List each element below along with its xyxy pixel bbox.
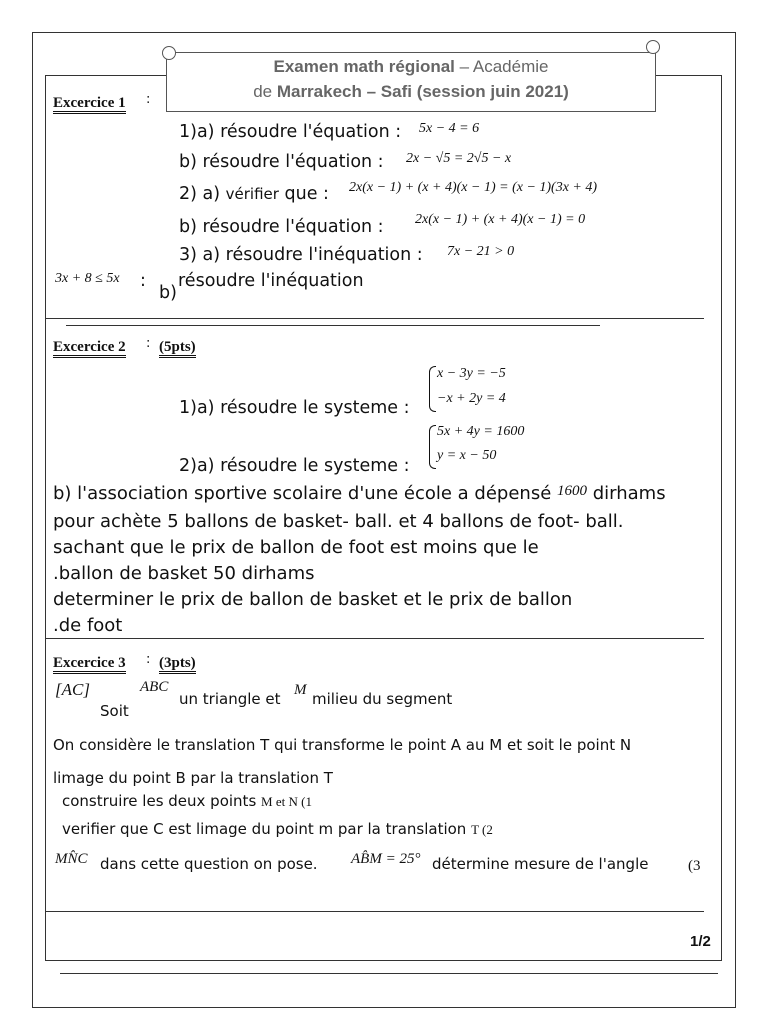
ex1-q3b-text: résoudre l'inéquation xyxy=(178,271,364,291)
ex1-colon: : xyxy=(146,92,151,107)
page-number: 1/2 xyxy=(690,933,711,950)
ex2-title: Excercice 2 xyxy=(53,339,126,358)
ex2-b-line3: sachant que le prix de ballon de foot est moins que le xyxy=(53,537,539,558)
system2-brace xyxy=(429,425,436,469)
ex1-q3b-equation: 3x + 8 ≤ 5x xyxy=(55,271,120,286)
ex2-b-line5: determiner le prix de ballon de basket et le prix de ballon xyxy=(53,589,573,610)
ex1-q3a-equation: 7x − 21 > 0 xyxy=(447,244,515,259)
ex3-angle-mnc: MN̂C xyxy=(55,851,88,867)
ex3-colon: : xyxy=(146,652,151,667)
ex1-q1a-equation: 5x − 4 = 6 xyxy=(419,121,480,136)
ex1-title: Excercice 1 xyxy=(53,95,126,114)
ex3-image-line: limage du point B par la translation T xyxy=(53,769,333,787)
ex1-separator-short xyxy=(66,325,600,326)
ex3-title: Excercice 3 xyxy=(53,655,126,674)
ex3-q3-end: détermine mesure de l'angle xyxy=(432,855,649,873)
ex2-b-line6: .de foot xyxy=(53,615,123,636)
system1-eq1: x − 3y = −5 xyxy=(437,366,506,381)
ex1-q3a-text: 3) a) résoudre l'inéquation : xyxy=(179,245,423,265)
footer-line xyxy=(60,973,718,974)
ex2-b-line2: pour achète 5 ballons de basket- ball. et 4 ballons de foot- ball. xyxy=(53,511,624,532)
ex3-points: (3pts) xyxy=(159,655,196,674)
ex1-q2b-text: b) résoudre l'équation : xyxy=(179,217,384,237)
ex1-q2a-equation: 2x(x − 1) + (x + 4)(x − 1) = (x − 1)(3x + 4) xyxy=(349,180,598,195)
header-banner xyxy=(158,46,664,116)
ex1-q1b-text: b) résoudre l'équation : xyxy=(179,152,384,172)
ex1-q3b-colon: : xyxy=(140,271,146,291)
system1-eq2: −x + 2y = 4 xyxy=(437,391,506,406)
ex3-translation-line: On considère le translation T qui transforme le point A au M et soit le point N xyxy=(53,736,632,754)
ex1-q3b-label: b) xyxy=(159,283,177,303)
ex2-q1-text: 1)a) résoudre le systeme : xyxy=(179,398,410,418)
ex3-q3-number: (3 xyxy=(688,858,701,874)
ex3-separator xyxy=(46,911,704,912)
ex2-separator xyxy=(46,638,704,639)
ex1-q2b-equation: 2x(x − 1) + (x + 4)(x − 1) = 0 xyxy=(415,212,586,227)
ex3-angle-abm: AB̂M = 25° xyxy=(351,851,421,867)
ex2-colon: : xyxy=(146,336,151,351)
ex3-point-m: M xyxy=(294,682,307,698)
system1-brace xyxy=(429,366,436,412)
header-title-line2: de Marrakech – Safi (session juin 2021) xyxy=(253,82,569,101)
scroll-curl-right xyxy=(646,40,660,54)
ex1-q2a-text: 2) a) vérifier que : xyxy=(179,184,329,204)
ex1-separator xyxy=(46,318,704,319)
ex3-milieu-text: milieu du segment xyxy=(312,690,453,708)
ex2-b-line4: .ballon de basket 50 dirhams xyxy=(53,563,315,584)
ex3-triangle-text: un triangle et xyxy=(179,690,281,708)
system2-eq1: 5x + 4y = 1600 xyxy=(437,424,525,439)
ex3-q3-mid: dans cette question on pose. xyxy=(100,855,318,873)
system2-eq2: y = x − 50 xyxy=(437,448,497,463)
ex2-b-line1: b) l'association sportive scolaire d'une école a dépensé $^{1600}$ dirhams xyxy=(53,483,666,504)
ex3-soit: Soit xyxy=(100,702,129,720)
ex2-points: (5pts) xyxy=(159,339,196,358)
ex3-q2: verifier que C est limage du point m par la translation T (2 xyxy=(62,820,493,838)
ex2-q2-text: 2)a) résoudre le systeme : xyxy=(179,456,410,476)
ex3-triangle-abc: ABC xyxy=(140,679,169,695)
ex1-q1b-equation: 2x − √5 = 2√5 − x xyxy=(406,151,512,166)
header-title-line1: Examen math régional – Académie xyxy=(273,57,549,76)
ex1-q1a-text: 1)a) résoudre l'équation : xyxy=(179,122,402,142)
ex3-q1: construire les deux points M et N (1 xyxy=(62,792,312,810)
ex3-segment-ac: [AC] xyxy=(55,680,90,699)
